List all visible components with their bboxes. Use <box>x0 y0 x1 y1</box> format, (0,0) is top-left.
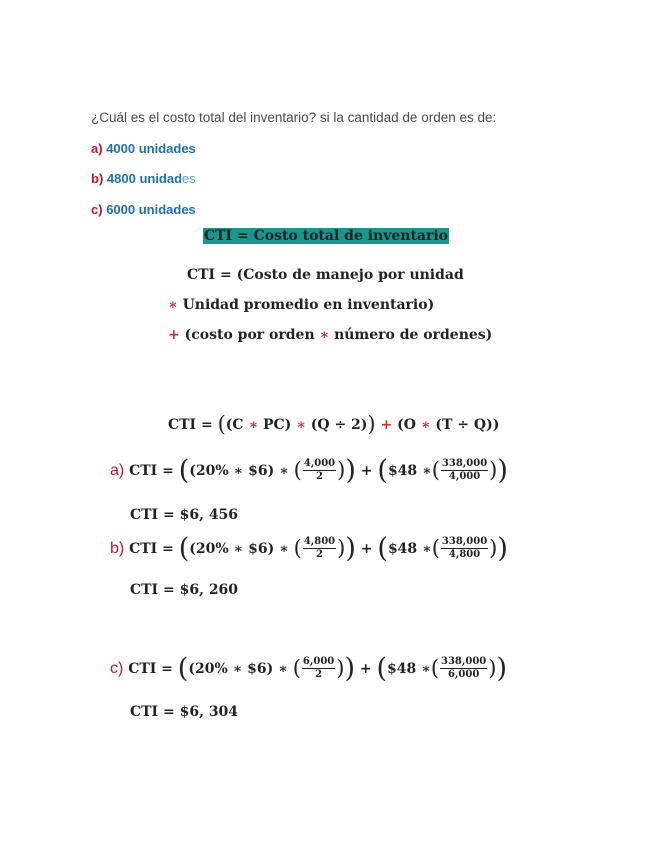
option-a-value: 4000 unidades <box>106 141 196 156</box>
cti-heading <box>203 228 449 244</box>
case-b-pct: (20% ∗ $6) <box>189 540 275 557</box>
case-b-plus: + <box>360 540 373 557</box>
option-b <box>91 171 196 186</box>
case-b-frac2-close: ) <box>489 536 498 560</box>
case-b-close: ) <box>345 533 356 564</box>
case-a-pct: (20% ∗ $6) <box>189 462 275 479</box>
case-c-frac2-open: ( <box>430 656 440 680</box>
case-b-label: b) <box>110 539 125 557</box>
case-c-open-2: ( <box>376 653 388 684</box>
definition-line-1: CTI = (Costo de manejo por unidad <box>187 267 464 283</box>
case-b-ord: $48 ∗ <box>387 540 432 557</box>
general-o: (O <box>397 416 416 433</box>
case-c-frac-t <box>440 656 487 681</box>
case-a-result: CTI = $6, 456 <box>130 507 239 523</box>
definition-line-2-text: Unidad promedio en inventario) <box>182 297 435 313</box>
case-b-open-2: ( <box>377 533 388 564</box>
general-op-3: ∗ <box>420 416 431 433</box>
case-b-frac-q <box>303 536 336 561</box>
case-b-frac2-open: ( <box>431 536 440 560</box>
general-q-half: (Q ÷ 2) <box>310 416 368 433</box>
case-b-open: ( <box>178 533 190 564</box>
case-a-times: ∗ <box>279 462 289 479</box>
case-c-label: c) <box>110 659 124 677</box>
option-b-label: b) <box>91 171 104 186</box>
case-a-open-2: ( <box>377 455 388 486</box>
case-b-frac-open: ( <box>293 536 302 560</box>
option-b-value: 4800 unidad <box>106 171 183 186</box>
case-a-lhs: CTI = <box>129 462 174 479</box>
case-a-close: ) <box>345 455 356 486</box>
case-a-label: a) <box>110 461 125 479</box>
case-c-t: 338,000 <box>441 656 487 667</box>
case-c-close: ) <box>344 653 355 684</box>
option-c <box>91 202 196 217</box>
case-a-open: ( <box>178 455 190 486</box>
option-c-label: c) <box>91 202 103 217</box>
case-b-close-2: ) <box>497 533 508 564</box>
general-t-over-q: (T ÷ Q)) <box>435 416 500 433</box>
case-c-ord: $48 ∗ <box>387 660 431 677</box>
case-a-frac-open: ( <box>293 458 302 482</box>
case-c-frac-q <box>302 656 335 681</box>
case-b-two: 2 <box>316 549 323 560</box>
case-c-open: ( <box>177 653 189 684</box>
general-close-paren: ) <box>367 412 376 436</box>
case-c-lhs: CTI = <box>128 660 173 677</box>
case-c-q-den: 6,000 <box>447 669 480 680</box>
case-b-frac-close: ) <box>337 536 346 560</box>
definition-line-2 <box>168 297 434 313</box>
case-b-q: 4,800 <box>303 536 336 547</box>
case-a-two: 2 <box>316 471 323 482</box>
case-a-frac-close: ) <box>337 458 346 482</box>
case-c-formula <box>110 655 507 682</box>
case-c-times: ∗ <box>278 660 288 677</box>
case-c-frac-close: ) <box>336 656 345 680</box>
case-a-t: 338,000 <box>441 458 488 469</box>
case-c-frac-open: ( <box>292 656 301 680</box>
case-b-t: 338,000 <box>441 536 488 547</box>
general-lhs: CTI = <box>168 416 213 433</box>
general-op-1: ∗ <box>248 416 259 433</box>
option-a-label: a) <box>91 141 103 156</box>
case-c-result: CTI = $6, 304 <box>130 704 239 720</box>
case-c-pct: (20% ∗ $6) <box>188 660 274 677</box>
general-open-paren: ( <box>217 412 226 436</box>
case-b-times: ∗ <box>279 540 289 557</box>
case-a-frac-q <box>303 458 336 483</box>
plus-operator: + <box>168 327 180 343</box>
case-b-q-den: 4,800 <box>448 549 481 560</box>
definition-line-3a-text: (costo por orden <box>184 327 315 343</box>
case-b-lhs: CTI = <box>129 540 174 557</box>
case-a-frac2-close: ) <box>489 458 498 482</box>
option-b-suffix: es <box>182 171 196 186</box>
case-b-frac-t <box>441 536 488 561</box>
case-a-plus: + <box>360 462 373 479</box>
case-c-two: 2 <box>315 669 323 680</box>
case-a-q: 4,000 <box>303 458 336 469</box>
general-formula <box>168 414 499 435</box>
multiply-operator: ∗ <box>168 297 178 313</box>
case-c-q: 6,000 <box>302 656 335 667</box>
case-b-result: CTI = $6, 260 <box>130 582 239 598</box>
cti-heading-highlight: CTI = Costo total de inventario <box>204 228 449 244</box>
case-b-formula <box>110 535 508 562</box>
case-c-frac2-close: ) <box>488 656 497 680</box>
case-a-formula <box>110 457 508 484</box>
question-text: ¿Cuál es el costo total del inventario? si la cantidad de orden es de: <box>91 110 497 125</box>
general-c: (C <box>225 416 244 433</box>
case-a-close-2: ) <box>497 455 508 486</box>
general-op-2: ∗ <box>296 416 306 433</box>
definition-line-3 <box>168 327 492 343</box>
option-c-value: 6000 unidades <box>106 202 196 217</box>
case-c-close-2: ) <box>496 653 507 684</box>
definition-line-3b-text: número de ordenes) <box>334 327 493 343</box>
multiply-operator-2: ∗ <box>319 327 330 343</box>
case-a-ord: $48 ∗ <box>387 462 432 479</box>
option-a <box>91 141 196 156</box>
case-c-plus: + <box>359 660 372 677</box>
general-pc: PC) <box>263 416 292 433</box>
case-a-frac-t <box>441 458 488 483</box>
case-a-q-den: 4,000 <box>448 471 481 482</box>
general-plus: + <box>380 416 393 433</box>
case-a-frac2-open: ( <box>431 458 440 482</box>
